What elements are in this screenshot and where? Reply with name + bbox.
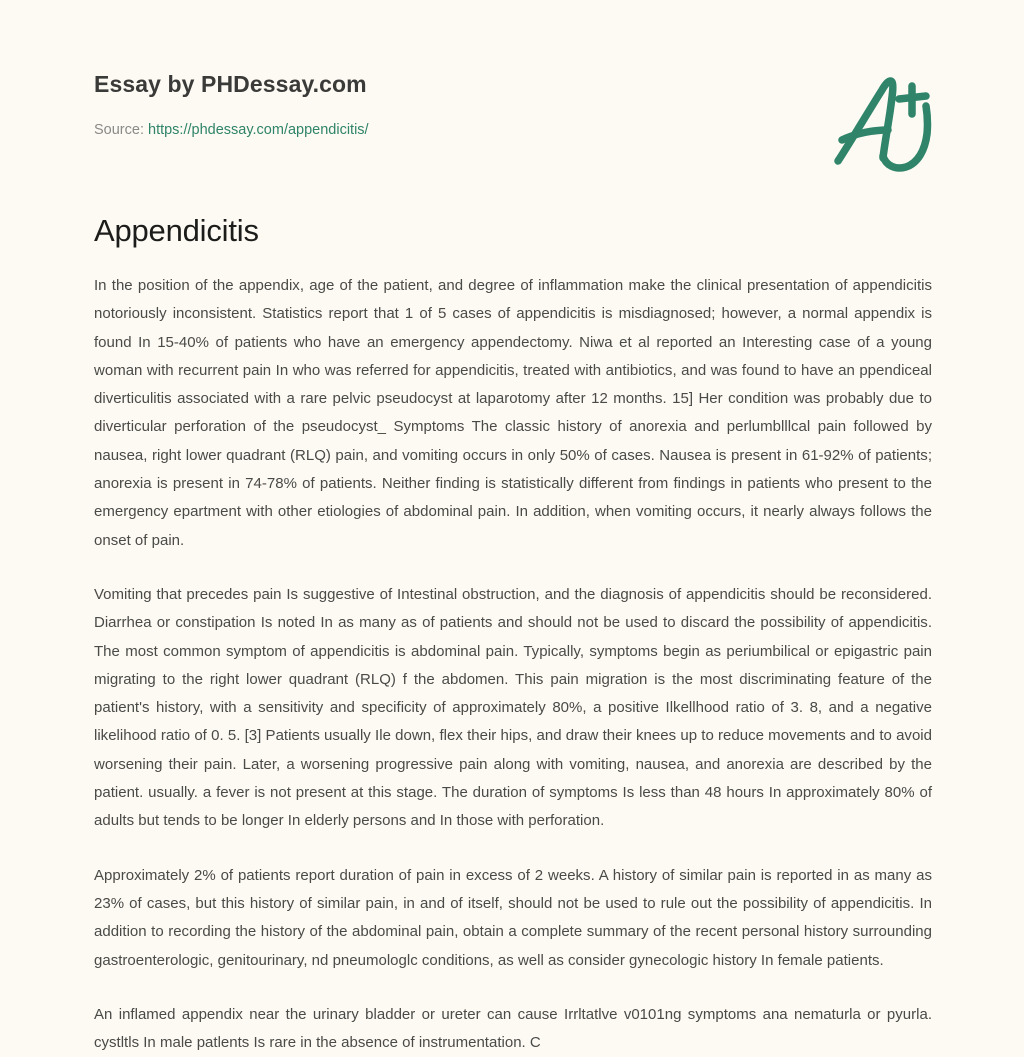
source-label: Source: (94, 122, 148, 138)
body-paragraph: Vomiting that precedes pain Is suggestive of Intestinal obstruction, and the diagnosis of appendicitis should be reconsidered. Diarrhea or constipation Is noted In as many as of patients and should not be used to discard the possibility of appendicitis. The most common symptom of appendicitis is abdominal pain. Typically, symptoms begin as periumbilical or epigastric pain migrating to the right lower quadrant (RLQ) f the abdomen. This pain migration is the most discriminating feature of the patient's history, with a sensitivity and specificity of approximately 80%, a positive Ilkellhood ratio of 3. 8, and a negative likelihood ratio of 0. 5. [3] Patients usually Ile down, flex their hips, and draw their knees up to reduce movements and to avoid worsening their pain. Later, a worsening progressive pain along with vomiting, nausea, and anorexia are described by the patient. usually. a fever is not present at this stage. The duration of symptoms Is less than 48 hours In approximately 80% of adults but tends to be longer In elderly persons and In those with perforation. (94, 585, 932, 830)
body-paragraph: In the position of the appendix, age of the patient, and degree of inflammation make the clinical presentation of appendicitis notoriously inconsistent. Statistics report that 1 of 5 cases of appendicitis is misdiagnosed; however, a normal appendix is found In 15-40% of patients who have an emergency appendectomy. Niwa et al reported an Interesting case of a young woman with recurrent pain In who was referred for appendicitis, treated with antibiotics, and was found to have an ppendiceal diverticulitis associated with a rare pelvic pseudocyst at laparotomy after 12 months. 15] Her condition was probably due to diverticular perforation of the pseudocyst_ Symptoms The classic history of anorexia and perlumblllcal pain followed by nausea, right lower quadrant (RLQ) pain, and vomiting occurs in only 50% of cases. Nausea is present in 61-92% of patients; anorexia is present in 74-78% of patients. Neither finding is statistically different from findings in patients who present to the emergency epartment with other etiologies of abdominal pain. In addition, when vomiting occurs, it nearly always follows the onset of pain. (94, 277, 932, 549)
brand-byline: Essay by PHDessay.com (94, 71, 367, 97)
page-title: Appendicitis (94, 213, 259, 248)
source-line (94, 120, 930, 140)
essay-body (0, 250, 1024, 1057)
page-header (0, 0, 1024, 150)
body-paragraph: An inflamed appendix near the urinary bladder or ureter can cause Irrltatlve v0101ng symptoms ana nematurla or pyurla. cystltls In male patlents Is rare in the absence of instrumentation. C (94, 1005, 932, 1052)
source-link[interactable]: https://phdessay.com/appendicitis/ (148, 122, 369, 138)
body-paragraph: Approximately 2% of patients report duration of pain in excess of 2 weeks. A history of similar pain is reported in as many as 23% of cases, but this history of similar pain, in and of itself, should not be used to rule out the possibility of appendicitis. In addition to recording the history of the abdominal pain, obtain a complete summary of the recent personal history surrounding gastroenterologic, genitourinary, nd pneumologlc conditions, as well as consider gynecologic history In female patients. (94, 866, 932, 969)
